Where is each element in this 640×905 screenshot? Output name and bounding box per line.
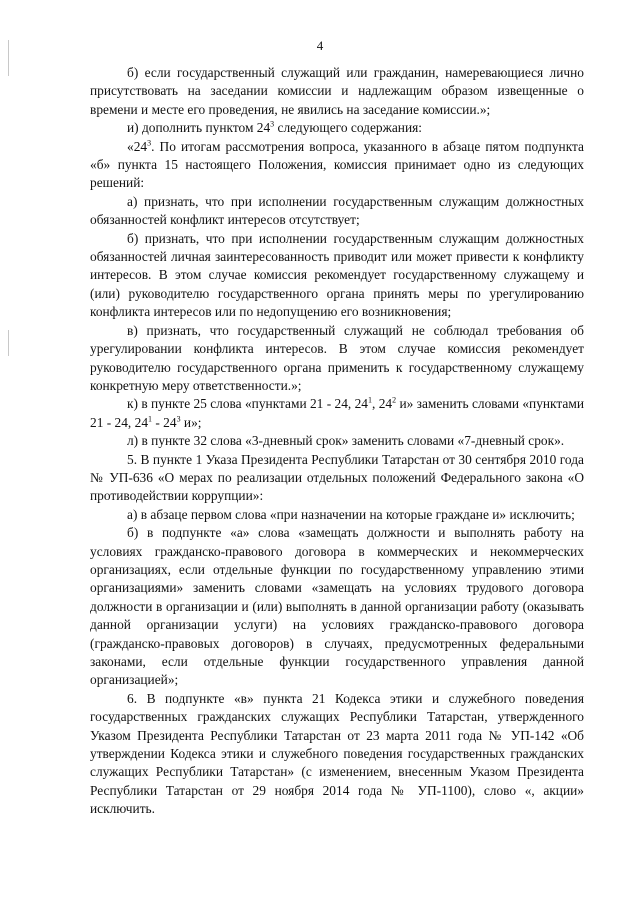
paragraph-p03 [90,138,584,193]
text-run: б) признать, что при исполнении государственным служащим должностных обязанностей личная заинтересованность приводит или может привести к конфликту интересов. В этом случае комиссия рекомендует государственному служащему и (или) руководителю государственного органа принять меры по урегулированию конфликта интересов или по недопущению его возникновения; [90,230,584,320]
superscript: 3 [147,138,152,148]
paragraph-p08 [90,432,584,450]
paragraph-p11 [90,524,584,690]
text-run: б) в подпункте «а» слова «замещать должности и выполнять работу на условиях гражданско-правового договора в коммерческих и некоммерческих организациях, если отдельные функции по государственному управлению этими организациями» заменить словами «замещать на условиях трудового договора должности в организации и (или) выполнять в данной организации работу (оказывать данной организации услуги) на условиях гражданско-правового договора (гражданско-правовых договоров) в случаях, предусмотренных федеральными законами, если отдельные функции государственного управления данной организацией»; [90,525,584,688]
superscript: 3 [270,119,275,129]
paragraph-p04 [90,193,584,230]
text-run: , 24 [372,396,393,412]
document-body [90,64,584,819]
paragraph-p01 [90,64,584,119]
text-run: и) дополнить пунктом 24 [127,120,271,136]
text-run: 6. В подпункте «в» пункта 21 Кодекса этики и служебного поведения государственных гражданских служащих Республики Татарстан, утвержденного Указом Президента Республики Татарстан от 23 марта 2011 года № УП-142 «Об утверждении Кодекса этики и служебного поведения государственных гражданских служащих Республики Татарстан» (с изменением, внесенным Указом Президента Республики Татарстан от 29 ноября 2014 года № УП-1100), слово «, акции» исключить. [90,690,584,817]
text-run: - 24 [152,414,177,430]
text-run: а) признать, что при исполнении государственным служащим должностных обязанностей конфликт интересов отсутствует; [90,193,584,228]
text-run: а) в абзаце первом слова «при назначении на которые граждане и» исключить; [127,506,575,522]
paragraph-p05 [90,230,584,322]
superscript: 1 [368,395,372,405]
text-run: к) в пункте 25 слова «пунктами 21 - 24, 24 [127,396,368,412]
text-run: и» заменить словами «пунктами 21 - 24, 24 [90,396,584,430]
paragraph-p10 [90,506,584,524]
text-run: л) в пункте 32 слова «3-дневный срок» заменить словами «7-дневный срок». [127,433,565,449]
text-run: в) признать, что государственный служащий не соблюдал требования об урегулировании конфликта интересов. В этом случае комиссия рекомендует руководителю государственного органа применить к государственному служащему конкретную меру ответственности.»; [90,322,584,393]
superscript: 3 [176,414,181,424]
page-number: 4 [316,38,324,53]
paragraph-p02 [90,119,584,137]
superscript: 2 [392,395,397,405]
text-run: б) если государственный служащий или гражданин, намеревающиеся лично присутствовать на заседании комиссии и надлежащим образом извещенные о времени и месте его проведения, не явились на заседание комиссии.»; [90,65,584,117]
paragraph-p06 [90,322,584,396]
scan-edge-mark [8,330,9,356]
superscript: 1 [148,414,153,424]
text-run: и»; [180,414,202,430]
paragraph-p09 [90,451,584,506]
text-run: следующего содержания: [274,120,422,136]
text-run: . По итогам рассмотрения вопроса, указанного в абзаце пятом подпункта «б» пункта 15 настоящего Положения, комиссия принимает одно из следующих решений: [90,138,584,191]
text-run: «24 [127,138,148,154]
text-run: 5. В пункте 1 Указа Президента Республики Татарстан от 30 сентября 2010 года № УП-636 «О мерах по реализации отдельных положений Федерального закона «О противодействии коррупции»: [90,451,584,504]
paragraph-p12 [90,690,584,819]
paragraph-p07 [90,395,584,432]
